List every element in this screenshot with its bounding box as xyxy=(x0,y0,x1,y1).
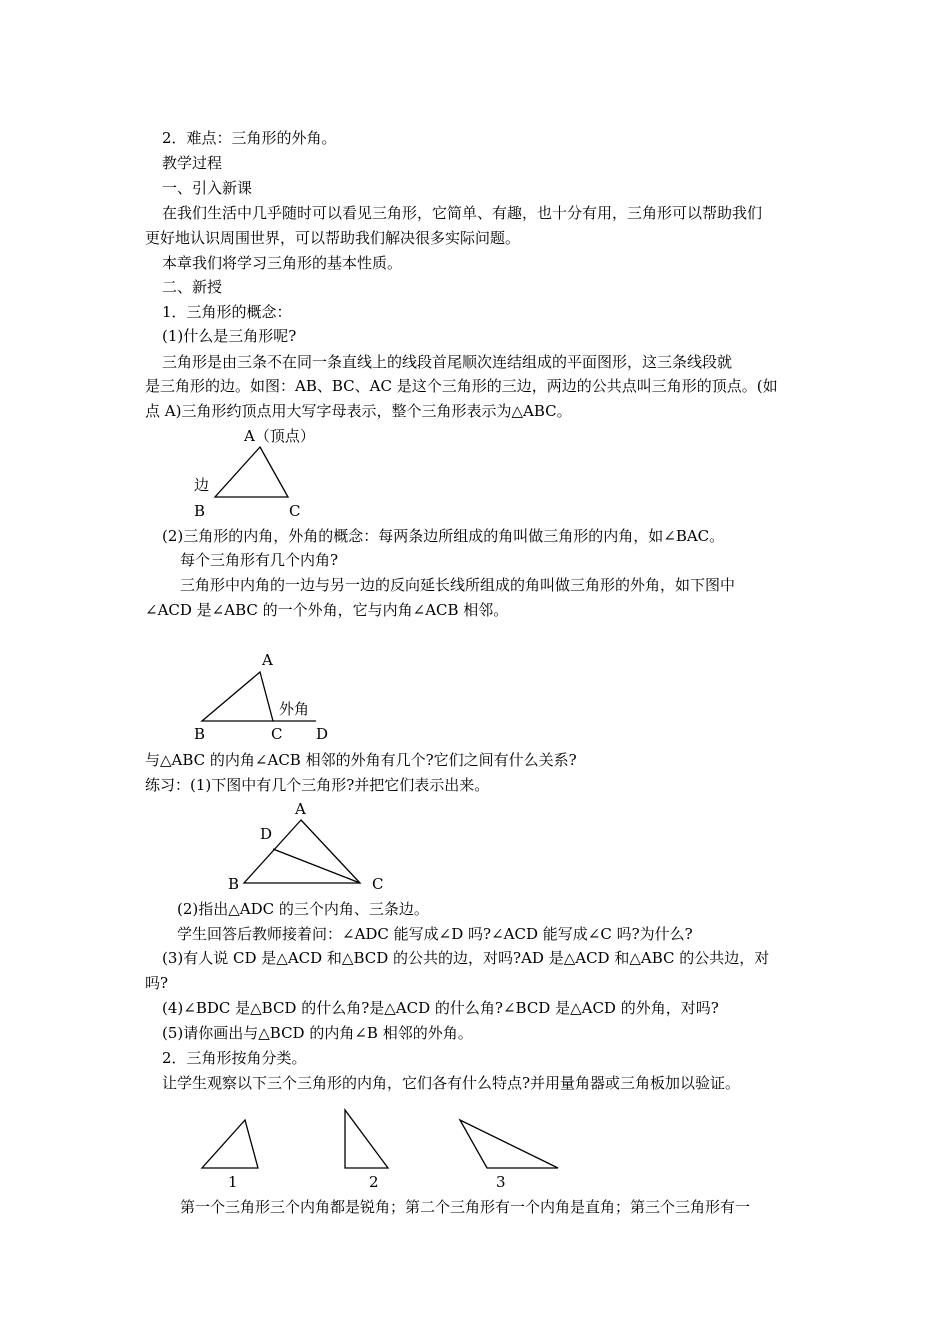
text-line: 第一个三角形三个内角都是锐角；第二个三角形有一个内角是直角；第三个三角形有一 xyxy=(180,1198,751,1216)
right-triangle xyxy=(345,1110,388,1168)
text-line: 三角形是由三条不在同一条直线上的线段首尾顺次连结组成的平面图形，这三条线段就 xyxy=(162,353,733,371)
fig2-label-d: D xyxy=(316,725,329,743)
text-line: 在我们生活中几乎随时可以看见三角形，它简单、有趣，也十分有用，三角形可以帮助我们 xyxy=(162,204,763,222)
text-line: (2)三角形的内角，外角的概念：每两条边所组成的角叫做三角形的内角，如∠BAC。 xyxy=(162,527,725,545)
text-line: 与△ABC 的内角∠ACB 相邻的外角有几个?它们之间有什么关系? xyxy=(145,751,577,769)
fig4-label-2: 2 xyxy=(369,1173,379,1191)
fig3-label-b: B xyxy=(228,875,240,893)
text-line: 教学过程 xyxy=(162,154,223,172)
text-line: (4)∠BDC 是△BCD 的什么角?是△ACD 的什么角?∠BCD 是△ACD 的外角，对吗? xyxy=(162,999,719,1017)
fig2-label-c: C xyxy=(271,725,283,743)
triangle-abc xyxy=(215,447,288,497)
fig2-label-a: A xyxy=(262,651,273,669)
fig2-label-exterior: 外角 xyxy=(279,700,310,718)
text-line: 一、引入新课 xyxy=(162,179,253,197)
text-line: 1．三角形的概念： xyxy=(162,303,292,321)
acute-triangle xyxy=(202,1120,258,1168)
text-line: 学生回答后教师接着问：∠ADC 能写成∠D 吗?∠ACD 能写成∠C 吗?为什么? xyxy=(177,925,693,943)
text-line: 三角形中内角的一边与另一边的反向延长线所组成的角叫做三角形的外角，如下图中 xyxy=(180,576,736,594)
fig1-label-c: C xyxy=(289,502,301,520)
fig1-label-a: A（顶点） xyxy=(244,427,315,445)
text-line: 吗? xyxy=(145,974,169,992)
segment-cd xyxy=(273,849,360,883)
text-line: 点 A)三角形约顶点用大写字母表示，整个三角形表示为△ABC。 xyxy=(145,402,572,420)
fig2-label-b: B xyxy=(194,725,206,743)
text-line: (3)有人说 CD 是△ACD 和△BCD 的公共的边，对吗?AD 是△ACD 和△ABC 的公共边，对 xyxy=(162,949,770,967)
fig4-label-1: 1 xyxy=(228,1173,238,1191)
text-line: (2)指出△ADC 的三个内角、三条边。 xyxy=(177,900,429,918)
text-line: 更好地认识周围世界，可以帮助我们解决很多实际问题。 xyxy=(145,229,521,247)
text-line: 2．三角形按角分类。 xyxy=(162,1049,307,1067)
text-line: 二、新授 xyxy=(162,278,223,296)
triangle-abc-exterior xyxy=(202,672,273,721)
text-line: 每个三角形有几个内角? xyxy=(180,551,339,569)
text-line: 练习：(1)下图中有几个三角形?并把它们表示出来。 xyxy=(145,776,490,794)
text-line: (1)什么是三角形呢? xyxy=(162,327,297,345)
obtuse-triangle xyxy=(460,1120,558,1168)
fig3-label-c: C xyxy=(372,875,384,893)
text-line: (5)请你画出与△BCD 的内角∠B 相邻的外角。 xyxy=(162,1024,473,1042)
text-line: 2．难点：三角形的外角。 xyxy=(162,129,337,147)
text-line: 本章我们将学习三角形的基本性质。 xyxy=(162,254,403,272)
fig4-label-3: 3 xyxy=(496,1173,506,1191)
text-line: ∠ACD 是∠ABC 的一个外角，它与内角∠ACB 相邻。 xyxy=(145,601,509,619)
fig3-label-d: D xyxy=(260,825,273,843)
text-line: 是三角形的边。如图：AB、BC、AC 是这个三角形的三边，两边的公共点叫三角形的顶点。(如 xyxy=(145,377,778,395)
text-line: 让学生观察以下三个三角形的内角，它们各有什么特点?并用量角器或三角板加以验证。 xyxy=(162,1074,741,1092)
fig1-label-b: B xyxy=(194,502,206,520)
fig1-label-side: 边 xyxy=(194,476,210,494)
fig3-label-a: A xyxy=(295,800,306,818)
